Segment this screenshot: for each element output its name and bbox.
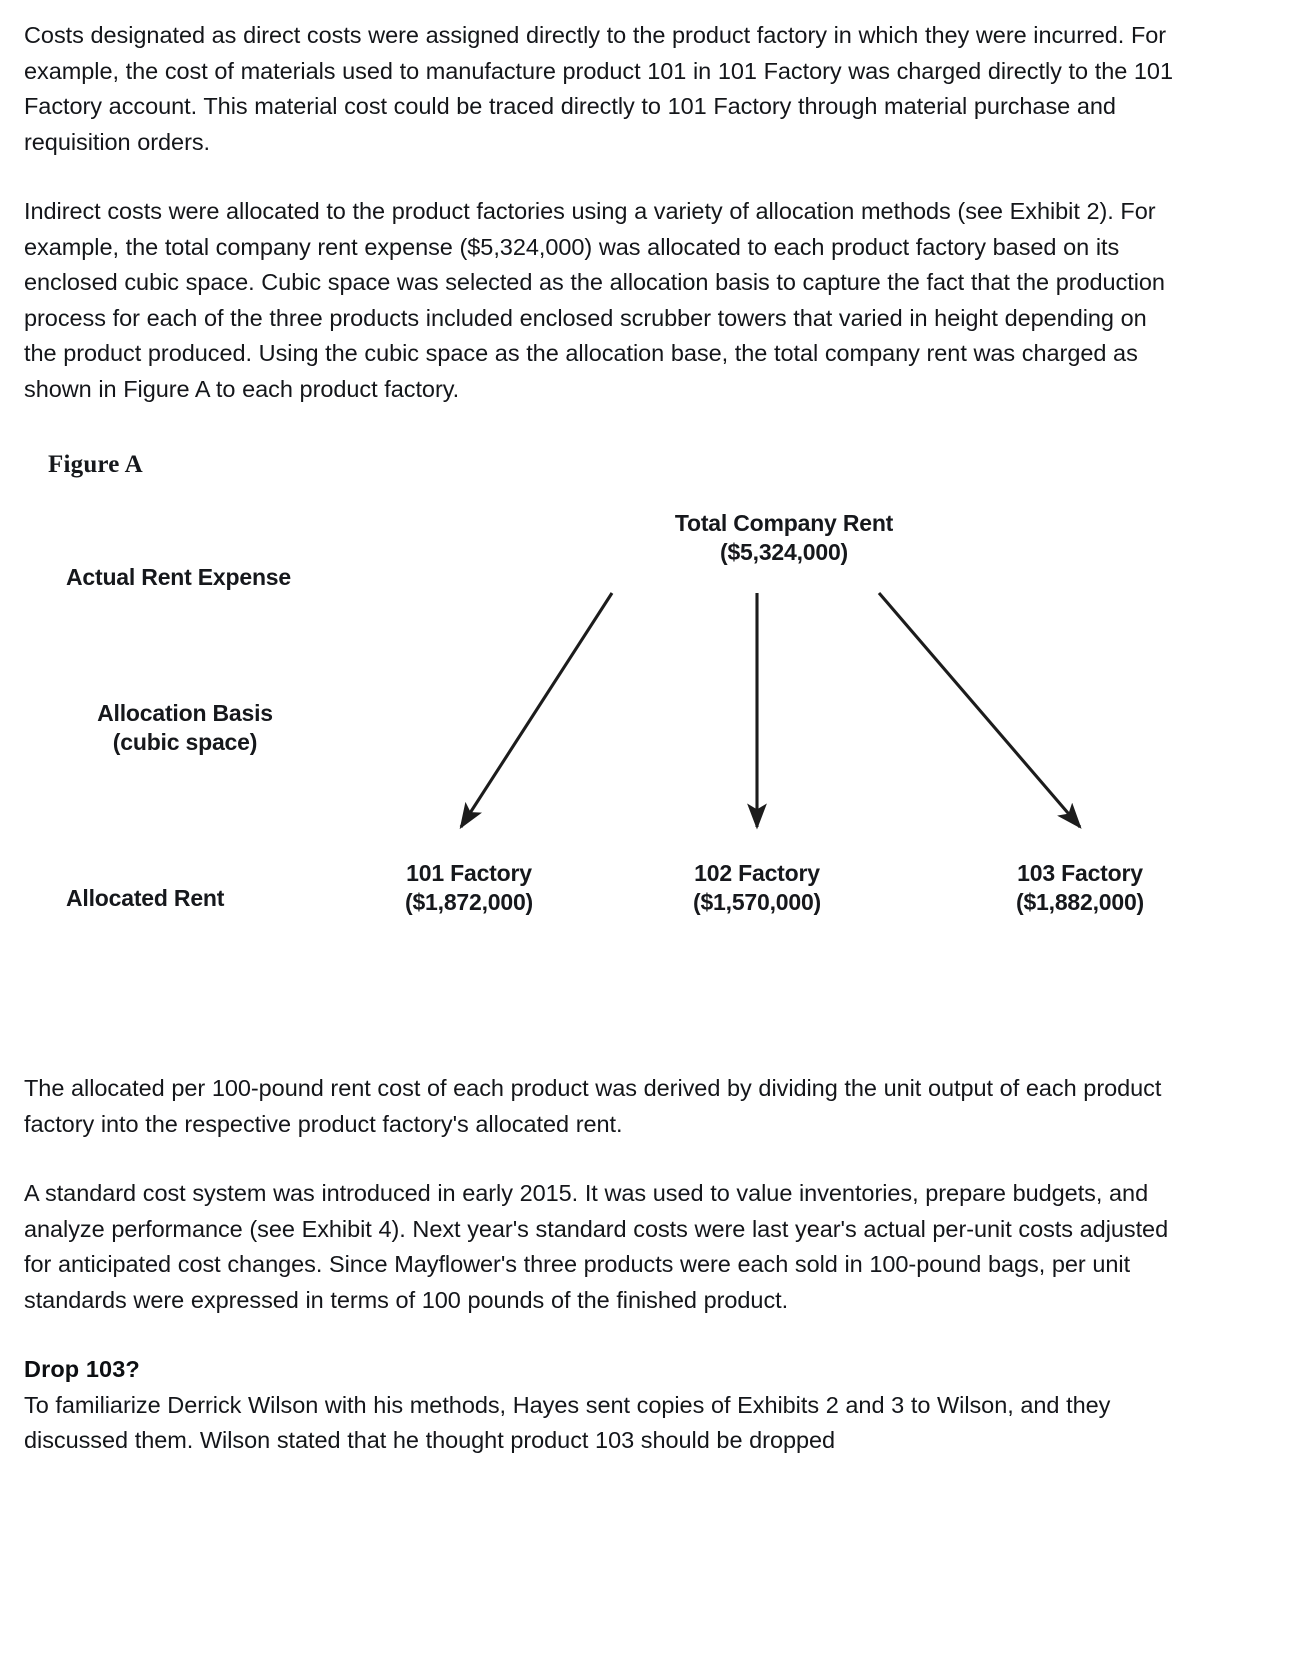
paragraph-standard-cost-system: A standard cost system was introduced in early 2015. It was used to value inventories, prepare budgets, and analyze performance (see Exhibit 4). Next year's standard costs were last year's actual per-unit costs adjusted for anticipated cost changes. Since Mayflower's three products were each sold in 100-pound bags, per unit standards were expressed in terms of 100 pounds of the finished product. (24, 1180, 1169, 1313)
paragraph-drop-103-body: To familiarize Derrick Wilson with his methods, Hayes sent copies of Exhibits 2 and 3 to Wilson, and they discussed them. Wilson stated that he thought product 103 should be dropped (24, 1391, 1111, 1453)
arrow-to-103-factory (879, 593, 1080, 827)
node-total-company-rent-amount: ($5,324,000) (719, 539, 849, 565)
node-103-factory-label: 103 Factory (1017, 860, 1143, 886)
row-label-allocated-rent: Allocated Rent (66, 885, 225, 911)
row-label-allocation-basis-line2: (cubic space) (112, 729, 258, 755)
node-101-factory-amount: ($1,872,000) (404, 889, 534, 915)
paragraph-direct-costs: Costs designated as direct costs were assigned directly to the product factory in which they were incurred. For example, the cost of materials used to manufacture product 101 in 101 Factory was charged directly to the 101 Factory account. This material cost could be traced directly to 101 Factory through material purchase and requisition orders. (24, 22, 1173, 155)
node-total-company-rent-label: Total Company Rent (674, 510, 894, 536)
figure-title: Figure A (48, 451, 143, 478)
figure-a (24, 441, 1184, 971)
node-103-factory-amount: ($1,882,000) (1015, 889, 1145, 915)
node-101-factory-label: 101 Factory (406, 860, 532, 886)
row-label-actual-rent-expense: Actual Rent Expense (66, 564, 291, 590)
paragraph-allocated-per-100-pound: The allocated per 100-pound rent cost of each product was derived by dividing the unit output of each product factory into the respective product factory's allocated rent. (24, 1075, 1162, 1137)
node-102-factory-amount: ($1,570,000) (692, 889, 822, 915)
arrow-to-101-factory (461, 593, 612, 827)
row-label-allocation-basis-line1: Allocation Basis (97, 700, 273, 726)
node-102-factory-label: 102 Factory (694, 860, 820, 886)
paragraph-indirect-costs: Indirect costs were allocated to the product factories using a variety of allocation methods (see Exhibit 2). For example, the total company rent expense ($5,324,000) was allocated to each product factory based on its enclosed cubic space. Cubic space was selected as the allocation basis to capture the fact that the production process for each of the three products included enclosed scrubber towers that varied in height depending on the product produced. Using the cubic space as the allocation base, the total company rent was charged as shown in Figure A to each product factory. (24, 198, 1165, 402)
heading-drop-103: Drop 103? (24, 1356, 140, 1382)
